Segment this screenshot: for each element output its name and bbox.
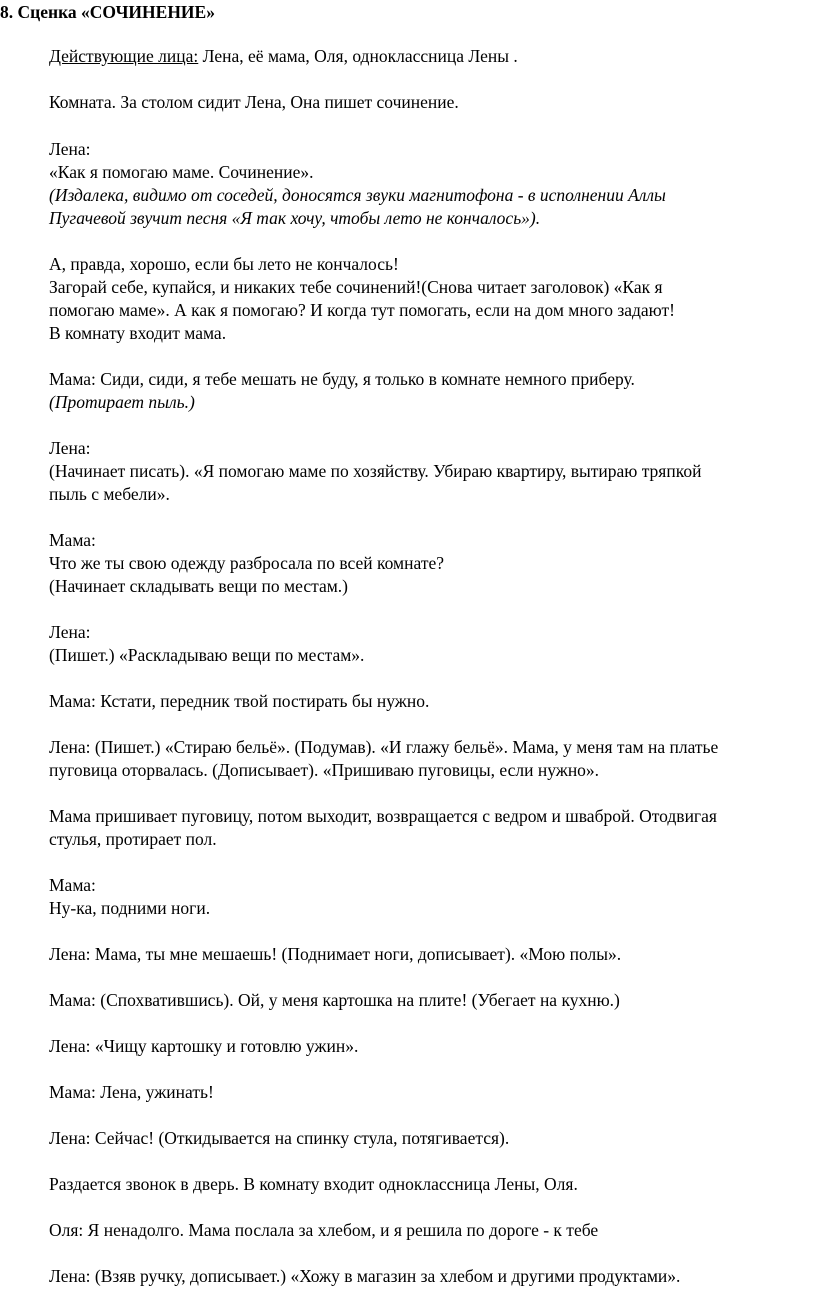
speaker-label: Лена: [49,438,91,458]
stage-direction: Мама пришивает пуговицу, потом выходит, возвращается с ведром и шваброй. Отодвигая [49,806,717,826]
stage-setting: Комната. За столом сидит Лена, Она пишет сочинение. [49,92,459,112]
stage-direction: Пугачевой звучит песня «Я так хочу, чтобы лето не кончалось»). [49,208,541,228]
cast-list: Лена, её мама, Оля, одноклассница Лены . [198,46,518,66]
dialogue-line: Лена: «Чищу картошку и готовлю ужин». [49,1036,359,1056]
dialogue-line: Оля: Я ненадолго. Мама послала за хлебом, и я решила по дороге - к тебе [49,1220,599,1240]
speaker-label: Мама: [49,530,96,550]
speaker-label: Мама: [49,875,96,895]
dialogue-line: пыль с мебели». [49,484,170,504]
dialogue-line: Мама: (Спохватившись). Ой, у меня картошка на плите! (Убегает на кухню.) [49,990,620,1010]
dialogue-line: Ну-ка, подними ноги. [49,898,211,918]
dialogue-line: «Как я помогаю маме. Сочинение». [49,162,314,182]
dialogue-line: помогаю маме». А как я помогаю? И когда тут помогать, если на дом много задают! [49,300,675,320]
stage-direction: В комнату входит мама. [49,323,227,343]
stage-direction: стулья, протирает пол. [49,829,217,849]
dialogue-line: Лена: Мама, ты мне мешаешь! (Поднимает ноги, дописывает). «Мою полы». [49,944,622,964]
stage-direction: (Начинает складывать вещи по местам.) [49,576,348,596]
dialogue-line: (Начинает писать). «Я помогаю маме по хозяйству. Убираю квартиру, вытираю тряпкой [49,461,702,481]
stage-direction: (Протирает пыль.) [49,392,195,412]
dialogue-line: Лена: Сейчас! (Откидывается на спинку стула, потягивается). [49,1128,510,1148]
dialogue-line: пуговица оторвалась. (Дописывает). «Пришиваю пуговицы, если нужно». [49,760,600,780]
cast-line [49,45,518,67]
page-title: 8. Сценка «СОЧИНЕНИЕ» [0,2,215,22]
dialogue-line: Лена: (Взяв ручку, дописывает.) «Хожу в магазин за хлебом и другими продуктами». [49,1266,681,1286]
dialogue-line: Мама: Сиди, сиди, я тебе мешать не буду, я только в комнате немного приберу. [49,369,635,389]
dialogue-line: (Пишет.) «Раскладываю вещи по местам». [49,645,365,665]
speaker-label: Лена: [49,622,91,642]
cast-label: Действующие лица: [49,46,199,66]
dialogue-line: А, правда, хорошо, если бы лето не кончалось! [49,254,399,274]
dialogue-line: Мама: Лена, ужинать! [49,1082,214,1102]
dialogue-line: Лена: (Пишет.) «Стираю бельё». (Подумав). «И глажу бельё». Мама, у меня там на платье [49,737,719,757]
stage-direction: (Издалека, видимо от соседей, доносятся звуки магнитофона - в исполнении Аллы [49,185,666,205]
dialogue-line: Мама: Кстати, передник твой постирать бы нужно. [49,691,430,711]
dialogue-line: Загорай себе, купайся, и никаких тебе сочинений!(Снова читает заголовок) «Как я [49,277,663,297]
dialogue-line: Что же ты свою одежду разбросала по всей комнате? [49,553,444,573]
stage-direction: Раздается звонок в дверь. В комнату входит одноклассница Лены, Оля. [49,1174,578,1194]
speaker-label: Лена: [49,139,91,159]
